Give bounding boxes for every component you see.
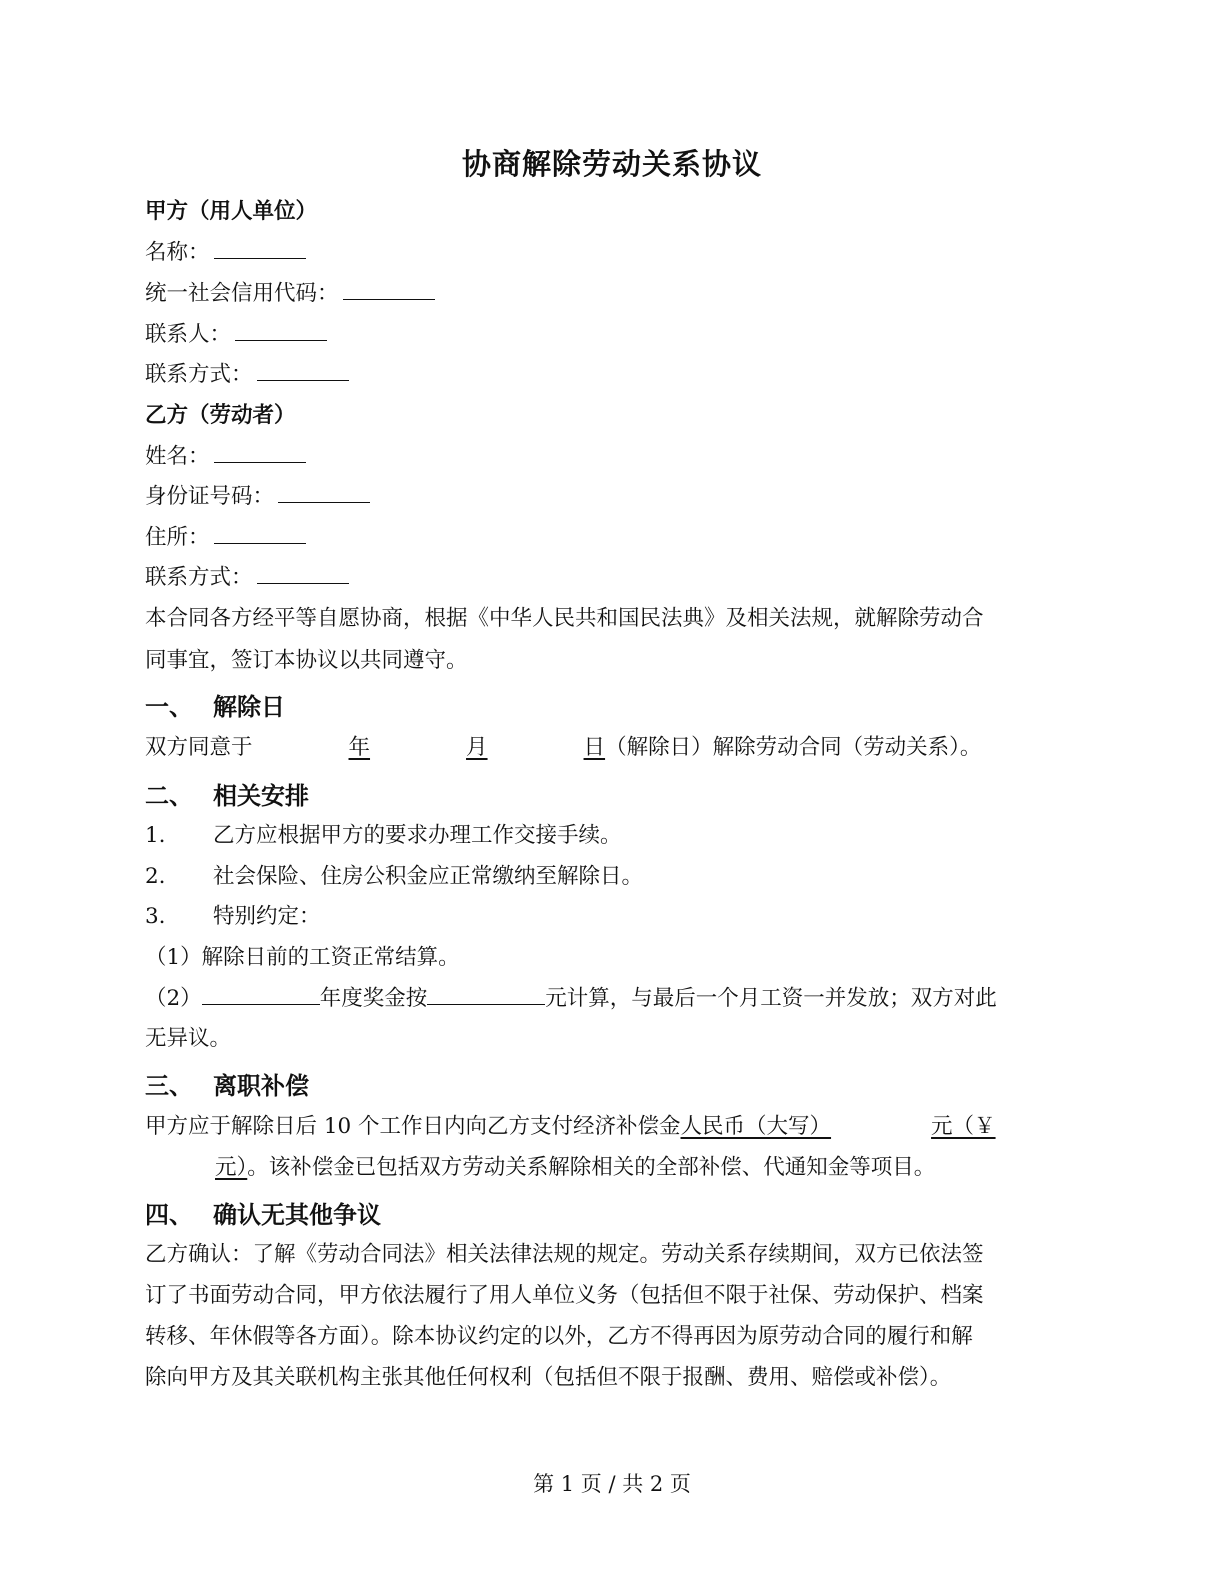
clause-text: 元计算，与最后一个月工资一并发放；双方对此 <box>545 986 997 1011</box>
list-number: 1. <box>145 823 166 848</box>
party-b-name-field <box>145 442 306 472</box>
clause-text: 元） <box>215 1155 248 1180</box>
field-label: 名称： <box>145 240 210 265</box>
section-number: 一、 <box>145 693 193 721</box>
party-a-name-blank[interactable] <box>214 238 306 259</box>
bonus-amount-blank[interactable] <box>427 984 545 1005</box>
list-item <box>145 862 643 892</box>
party-a-contact-method-field <box>145 360 349 390</box>
section-number: 四、 <box>145 1201 193 1229</box>
field-label: 住所： <box>145 525 210 550</box>
party-b-name-blank[interactable] <box>214 442 306 463</box>
party-b-heading: 乙方（劳动者） <box>145 403 296 428</box>
section-number: 二、 <box>145 782 193 810</box>
compensation-clause-line-2 <box>145 1153 935 1183</box>
party-a-heading: 甲方（用人单位） <box>145 199 318 224</box>
party-b-address-field <box>145 523 306 553</box>
clause-text: 元（￥ <box>931 1114 996 1139</box>
section-title: 确认无其他争议 <box>213 1201 381 1229</box>
bonus-year-blank[interactable] <box>202 984 320 1005</box>
clause-text: 。该补偿金已包括双方劳动关系解除相关的全部补偿、代通知金等项目。 <box>247 1155 936 1180</box>
section-title: 相关安排 <box>213 782 309 810</box>
party-b-address-blank[interactable] <box>214 523 306 544</box>
field-label: 身份证号码： <box>145 484 275 509</box>
clause-text: 甲方应于解除日后 10 个工作日内向乙方支付经济补偿金 <box>145 1114 681 1139</box>
section-number: 三、 <box>145 1072 193 1100</box>
list-text: 社会保险、住房公积金应正常缴纳至解除日。 <box>213 864 644 889</box>
party-a-credit-code-blank[interactable] <box>343 279 435 300</box>
party-a-contact-person-field <box>145 320 327 350</box>
section-2-heading <box>145 776 309 811</box>
field-label: 联系方式： <box>145 362 253 387</box>
confirmation-line-2: 订了书面劳动合同，甲方依法履行了用人单位义务（包括但不限于社保、劳动保护、档案 <box>145 1283 984 1308</box>
confirmation-line-3: 转移、年休假等各方面）。除本协议约定的以外，乙方不得再因为原劳动合同的履行和解 <box>145 1324 973 1349</box>
field-label: 联系方式： <box>145 565 253 590</box>
termination-date-clause <box>145 733 981 763</box>
list-item <box>145 902 321 932</box>
party-a-credit-code-field <box>145 279 435 309</box>
clause-text: （2） <box>145 986 202 1011</box>
preamble-line-2: 同事宜，签订本协议以共同遵守。 <box>145 648 468 673</box>
month-label: 月 <box>466 735 488 760</box>
special-term-2-continued: 无异议。 <box>145 1026 232 1051</box>
preamble-line-1: 本合同各方经平等自愿协商，根据《中华人民共和国民法典》及相关法规，就解除劳动合 <box>145 606 984 631</box>
section-title: 离职补偿 <box>213 1072 309 1100</box>
section-1-heading <box>145 687 285 722</box>
party-b-contact-method-blank[interactable] <box>257 563 349 584</box>
party-a-contact-method-blank[interactable] <box>257 360 349 381</box>
list-number: 3. <box>145 904 166 929</box>
section-title: 解除日 <box>213 693 285 721</box>
document-title: 协商解除劳动关系协议 <box>461 147 762 181</box>
list-text: 特别约定： <box>213 904 321 929</box>
special-term-1: （1）解除日前的工资正常结算。 <box>145 945 460 970</box>
party-b-id-number-blank[interactable] <box>278 482 370 503</box>
party-a-name-field <box>145 238 306 268</box>
confirmation-line-1: 乙方确认：了解《劳动合同法》相关法律法规的规定。劳动关系存续期间，双方已依法签 <box>145 1242 984 1267</box>
termination-date-blank[interactable] <box>253 735 606 760</box>
clause-text: 双方同意于 <box>145 735 253 760</box>
clause-text: 人民币（大写） <box>680 1114 832 1139</box>
clause-text: （解除日）解除劳动合同（劳动关系）。 <box>605 735 982 760</box>
compensation-clause-line-1 <box>145 1112 1016 1142</box>
list-item <box>145 821 622 851</box>
compensation-amount-words-blank[interactable] <box>681 1114 1016 1139</box>
confirmation-line-4: 除向甲方及其关联机构主张其他任何权利（包括但不限于报酬、费用、赔偿或补偿）。 <box>145 1365 952 1390</box>
field-label: 统一社会信用代码： <box>145 281 339 306</box>
compensation-amount-figures-blank[interactable] <box>145 1155 247 1180</box>
list-number: 2. <box>145 864 166 889</box>
field-label: 姓名： <box>145 444 210 469</box>
field-label: 联系人： <box>145 322 232 347</box>
party-b-id-number-field <box>145 482 370 512</box>
party-a-contact-person-blank[interactable] <box>235 320 327 341</box>
day-label: 日 <box>583 735 606 760</box>
page-number: 第 1 页 / 共 2 页 <box>533 1472 691 1496</box>
year-label: 年 <box>348 735 371 760</box>
section-4-heading <box>145 1195 381 1230</box>
special-term-2 <box>145 984 997 1014</box>
party-b-contact-method-field <box>145 563 349 593</box>
section-3-heading <box>145 1066 309 1101</box>
list-text: 乙方应根据甲方的要求办理工作交接手续。 <box>213 823 622 848</box>
clause-text: 年度奖金按 <box>319 986 428 1011</box>
